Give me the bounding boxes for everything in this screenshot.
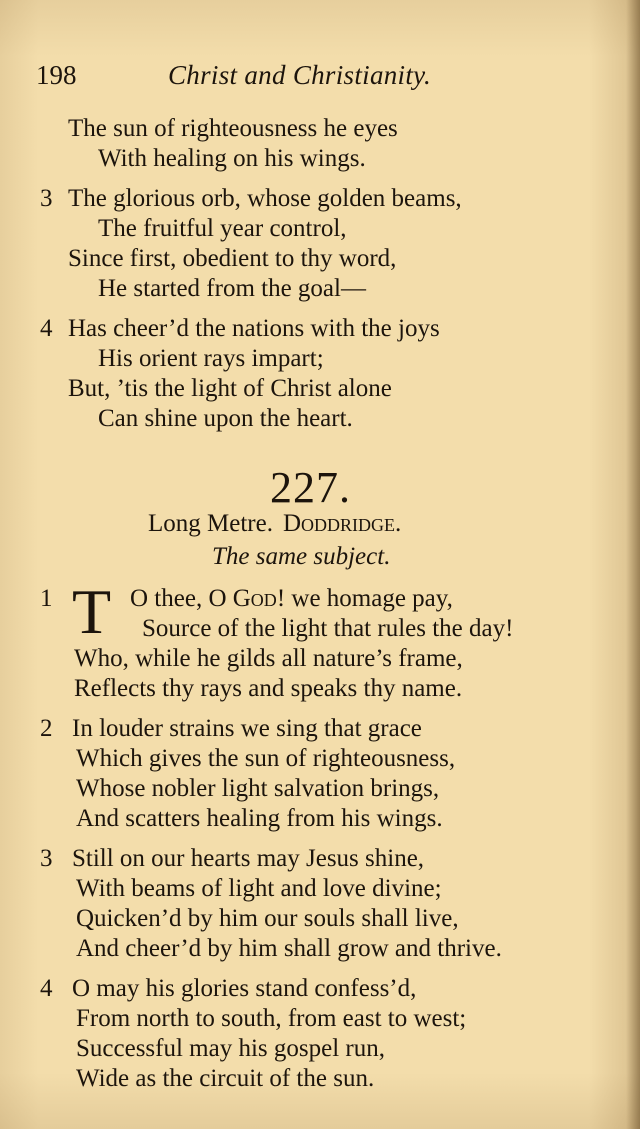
stanza-number: 3 [40, 845, 53, 872]
stanza-number: 4 [40, 315, 53, 342]
verse-line: His orient rays impart; [98, 345, 324, 372]
verse-line: Which gives the sun of righteousness, [76, 745, 456, 772]
verse-line: Whose nobler light salvation brings, [76, 775, 440, 802]
verse-line: In louder strains we sing that grace [72, 715, 422, 742]
drop-cap: T [72, 576, 112, 647]
verse-line: Has cheer’d the nations with the joys [68, 315, 440, 342]
verse-line: Successful may his gospel run, [76, 1035, 385, 1062]
hymn-author: Doddridge. [282, 510, 402, 537]
verse-line: Still on our hearts may Jesus shine, [72, 845, 425, 872]
verse-line: The glorious orb, whose golden beams, [68, 185, 462, 212]
verse-line: Can shine upon the heart. [98, 405, 353, 432]
hymn-meter [148, 510, 401, 538]
hymn-number: 227. [270, 463, 351, 512]
verse-line: Wide as the circuit of the sun. [76, 1065, 375, 1092]
verse-line: Reflects thy rays and speaks thy name. [74, 675, 463, 702]
running-title: Christ and Christianity. [168, 60, 432, 90]
verse-line: Since first, obedient to thy word, [68, 245, 397, 272]
running-head [36, 60, 476, 100]
cont-line-1: The sun of righteousness he eyes [68, 115, 398, 142]
verse-line: And scatters healing from his wings. [76, 805, 443, 832]
hymn-subject: The same subject. [212, 543, 391, 570]
verse-line: Who, while he gilds all nature’s frame, [74, 645, 463, 672]
cont-line-2: With healing on his wings. [98, 145, 366, 172]
verse-line-smallcaps: God [232, 585, 277, 612]
verse-line: And cheer’d by him shall grow and thrive. [76, 935, 502, 962]
verse-line: Quicken’d by him our souls shall live, [76, 905, 459, 932]
meter-label: Long Metre. [148, 510, 273, 537]
stanza-number: 1 [40, 585, 53, 612]
verse-line: O may his glories stand confess’d, [72, 975, 417, 1002]
verse-line: He started from the goal— [98, 275, 366, 302]
verse-line-part: ! we homage pay, [276, 585, 453, 612]
page-number: 198 [36, 60, 77, 90]
page-edge-shadow [626, 0, 640, 1129]
stanza-number: 4 [40, 975, 53, 1002]
stanza-number: 3 [40, 185, 53, 212]
verse-line-part: O thee, O [130, 585, 233, 612]
verse-line: But, ’tis the light of Christ alone [68, 375, 392, 402]
verse-line: Source of the light that rules the day! [142, 615, 514, 642]
verse-line: With beams of light and love divine; [76, 875, 442, 902]
verse-line: The fruitful year control, [98, 215, 347, 242]
verse-line: From north to south, from east to west; [76, 1005, 467, 1032]
verse-line [130, 584, 453, 614]
stanza-number: 2 [40, 715, 53, 742]
